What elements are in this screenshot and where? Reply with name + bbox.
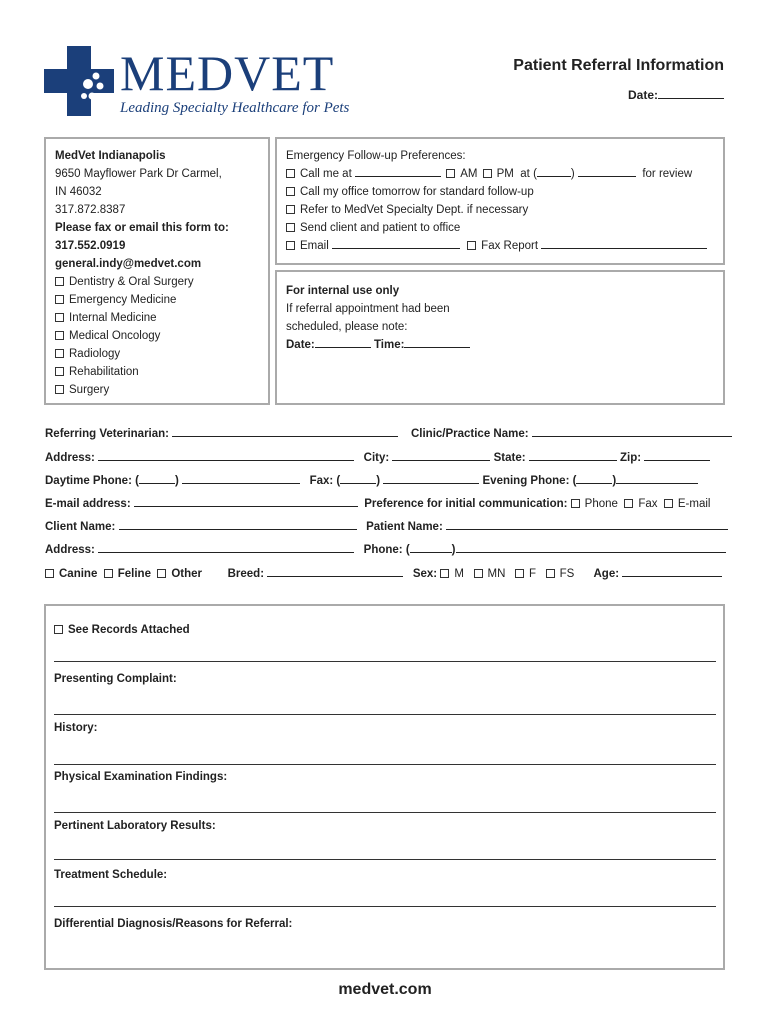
dept-internal[interactable] [55, 309, 229, 327]
differential-label: Differential Diagnosis/Reasons for Referral: [54, 918, 293, 930]
paren: ) [174, 475, 179, 487]
dept-label: Rehabilitation [69, 366, 139, 378]
preference-label: Preference for initial communication: [364, 498, 568, 510]
patient-name-field[interactable] [446, 519, 728, 530]
paren: ) [570, 168, 575, 180]
presenting-complaint-label: Presenting Complaint: [54, 673, 177, 685]
checkbox[interactable] [286, 241, 295, 250]
breed-label: Breed: [227, 568, 265, 580]
see-records-option[interactable] [54, 624, 190, 636]
city-label: City: [363, 452, 390, 464]
evening-phone-label: Evening Phone: ( [482, 475, 577, 487]
checkbox[interactable] [55, 277, 64, 286]
address-label: Address: [45, 544, 95, 556]
checkbox[interactable] [55, 331, 64, 340]
dept-radiology[interactable] [55, 345, 229, 363]
referring-vet-field[interactable] [172, 426, 398, 437]
paren: ) [451, 544, 456, 556]
referring-vet-label: Referring Veterinarian: [45, 428, 169, 440]
row-referring[interactable] [45, 426, 725, 440]
logo-tagline: Leading Specialty Healthcare for Pets [120, 100, 350, 116]
evening-phone-field[interactable] [616, 473, 698, 484]
treatment-label: Treatment Schedule: [54, 869, 168, 881]
row-email[interactable] [45, 496, 725, 510]
feline-label: Feline [117, 568, 151, 580]
emergency-box [275, 137, 725, 265]
checkbox[interactable] [104, 569, 113, 578]
call-office-option[interactable] [286, 183, 707, 201]
page-title: Patient Referral Information [513, 57, 724, 74]
address-field[interactable] [98, 542, 354, 553]
clinic-info-box [44, 137, 270, 405]
age-label: Age: [593, 568, 620, 580]
sex-mn-label: MN [487, 568, 506, 580]
state-field[interactable] [529, 450, 617, 461]
row-client[interactable] [45, 519, 725, 533]
logo [44, 46, 384, 120]
checkbox[interactable] [45, 569, 54, 578]
row-address-2[interactable] [45, 542, 725, 556]
checkbox[interactable] [483, 169, 492, 178]
medvet-cross-icon [44, 46, 114, 116]
breed-field[interactable] [267, 566, 403, 577]
email-label: Email [300, 240, 329, 252]
dept-oncology[interactable] [55, 327, 229, 345]
zip-label: Zip: [619, 452, 642, 464]
date-label: Date: [627, 88, 658, 102]
client-name-field[interactable] [119, 519, 357, 530]
lab-results-label: Pertinent Laboratory Results: [54, 820, 216, 832]
divider [54, 906, 716, 907]
other-label: Other [171, 568, 203, 580]
divider [54, 764, 716, 765]
checkbox[interactable] [286, 187, 295, 196]
fax-report-label: Fax Report [481, 240, 539, 252]
checkbox[interactable] [624, 499, 633, 508]
phone-field[interactable] [456, 542, 726, 553]
internal-line-2: scheduled, please note: [286, 321, 408, 333]
option-label: Refer to MedVet Specialty Dept. if necessary [300, 204, 529, 216]
time-label: Time: [373, 339, 405, 351]
am-label: AM [460, 168, 478, 180]
checkbox[interactable] [440, 569, 449, 578]
emergency-heading: Emergency Follow-up Preferences: [286, 150, 466, 162]
date-label: Date: [286, 339, 315, 351]
email-field[interactable] [134, 496, 358, 507]
divider [54, 859, 716, 860]
pref-fax-label: Fax [638, 498, 658, 510]
checkbox[interactable] [571, 499, 580, 508]
dept-dentistry[interactable] [55, 273, 229, 291]
fax-label: Fax: ( [309, 475, 341, 487]
physical-exam-label: Physical Examination Findings: [54, 771, 228, 783]
call-me-label: Call me at [300, 168, 352, 180]
city-field[interactable] [392, 450, 490, 461]
date-field[interactable] [628, 88, 724, 102]
checkbox[interactable] [446, 169, 455, 178]
divider [54, 714, 716, 715]
checkbox[interactable] [55, 295, 64, 304]
refer-option[interactable] [286, 201, 707, 219]
checkbox[interactable] [55, 313, 64, 322]
checkbox[interactable] [157, 569, 166, 578]
for-review-label: for review [642, 168, 693, 180]
at-label: at ( [520, 168, 537, 180]
clinic-address-2: IN 46032 [55, 186, 102, 198]
fax-field[interactable] [383, 473, 479, 484]
email-address-label: E-mail address: [45, 498, 131, 510]
clinic-name-field[interactable] [532, 426, 732, 437]
dept-label: Surgery [69, 384, 110, 396]
checkbox[interactable] [474, 569, 483, 578]
paren: ) [376, 475, 381, 487]
clinic-name: MedVet Indianapolis [55, 150, 166, 162]
logo-wordmark: MEDVET [120, 45, 335, 101]
row-phones[interactable] [45, 473, 725, 487]
client-name-label: Client Name: [45, 521, 116, 533]
dept-label: Internal Medicine [69, 312, 157, 324]
clinic-fax: 317.552.0919 [55, 240, 126, 252]
checkbox[interactable] [467, 241, 476, 250]
checkbox[interactable] [286, 205, 295, 214]
internal-use-box [275, 270, 725, 405]
clinic-phone: 317.872.8387 [55, 204, 126, 216]
checkbox[interactable] [55, 367, 64, 376]
dept-surgery[interactable] [55, 381, 229, 399]
dept-label: Medical Oncology [69, 330, 161, 342]
internal-line-1: If referral appointment had been [286, 303, 450, 315]
checkbox[interactable] [55, 349, 64, 358]
sex-f-label: F [529, 568, 537, 580]
divider [54, 661, 716, 662]
age-field[interactable] [622, 566, 722, 577]
sex-fs-label: FS [559, 568, 575, 580]
internal-heading: For internal use only [286, 285, 400, 297]
sex-m-label: M [454, 568, 464, 580]
clinic-name-label: Clinic/Practice Name: [410, 428, 529, 440]
call-me-option[interactable] [286, 165, 707, 183]
pm-label: PM [496, 168, 514, 180]
dept-label: Radiology [69, 348, 121, 360]
checkbox[interactable] [286, 223, 295, 232]
checkbox[interactable] [286, 169, 295, 178]
records-box [44, 604, 725, 970]
canine-label: Canine [59, 568, 98, 580]
paren: ) [612, 475, 617, 487]
divider [54, 812, 716, 813]
address-label: Address: [45, 452, 95, 464]
pref-email-label: E-mail [677, 498, 711, 510]
dept-emergency[interactable] [55, 291, 229, 309]
checkbox[interactable] [664, 499, 673, 508]
state-label: State: [493, 452, 526, 464]
option-label: Call my office tomorrow for standard follow-up [300, 186, 534, 198]
sex-label: Sex: [412, 568, 438, 580]
checkbox[interactable] [515, 569, 524, 578]
row-species[interactable] [45, 566, 725, 580]
daytime-phone-label: Daytime Phone: ( [45, 475, 139, 487]
see-records-label: See Records Attached [68, 624, 190, 636]
row-address[interactable] [45, 450, 725, 464]
clinic-address-1: 9650 Mayflower Park Dr Carmel, [55, 168, 222, 180]
dept-label: Dentistry & Oral Surgery [69, 276, 194, 288]
address-field[interactable] [98, 450, 354, 461]
fax-prompt: Please fax or email this form to: [55, 222, 229, 234]
footer-url[interactable]: medvet.com [338, 981, 432, 998]
pref-phone-label: Phone [584, 498, 618, 510]
clinic-email: general.indy@medvet.com [55, 258, 202, 270]
checkbox[interactable] [54, 625, 63, 634]
history-label: History: [54, 722, 98, 734]
patient-name-label: Patient Name: [366, 521, 443, 533]
dept-rehabilitation[interactable] [55, 363, 229, 381]
checkbox[interactable] [546, 569, 555, 578]
daytime-phone-field[interactable] [182, 473, 300, 484]
send-client-option[interactable] [286, 219, 707, 237]
internal-date-time[interactable] [286, 336, 470, 354]
phone-label: Phone: ( [363, 544, 410, 556]
email-fax-option[interactable] [286, 237, 707, 255]
option-label: Send client and patient to office [300, 222, 461, 234]
checkbox[interactable] [55, 385, 64, 394]
zip-field[interactable] [644, 450, 710, 461]
dept-label: Emergency Medicine [69, 294, 177, 306]
